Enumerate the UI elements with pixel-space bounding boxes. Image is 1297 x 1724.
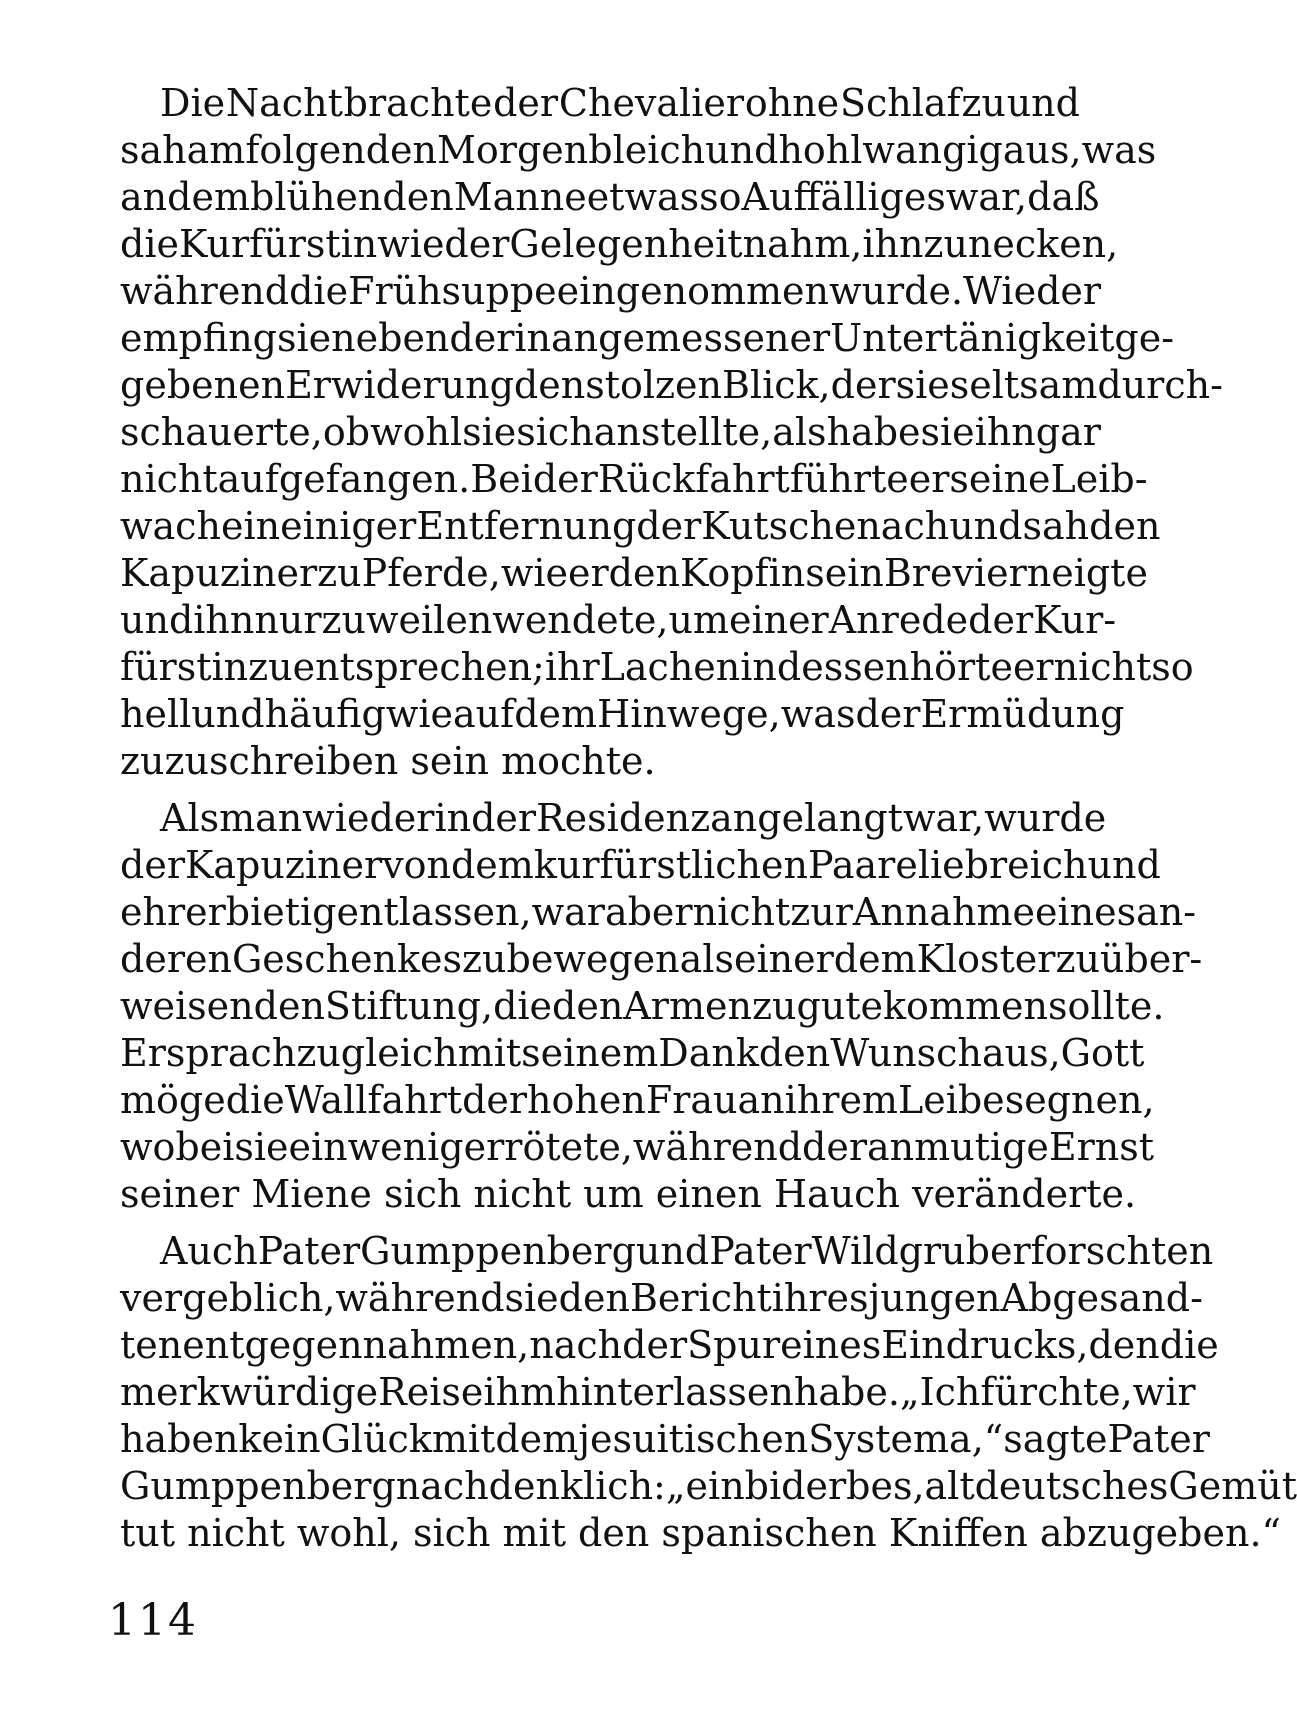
word: merkwürdige (120, 1370, 379, 1414)
word: möge (120, 1078, 226, 1122)
word: führte (789, 457, 909, 501)
word: eingenommen (556, 269, 829, 313)
word: ihm (483, 1370, 557, 1414)
word: über- (1099, 937, 1203, 981)
word: wendete, (492, 598, 669, 642)
word: der (471, 796, 537, 840)
text-line (120, 1369, 1196, 1416)
word: die (120, 222, 179, 266)
word: hörte (909, 645, 1013, 689)
word: und (1087, 843, 1161, 887)
text-line: tut nicht wohl, sich mit den spanischen Kniffen abzugeben.“ (120, 1511, 1281, 1555)
word: aufgefangen. (217, 457, 471, 501)
word: Abgesand- (1000, 1276, 1203, 1320)
word: entgegennahmen, (182, 1323, 530, 1367)
word: ihn (974, 410, 1036, 454)
word: Annahme (852, 890, 1035, 934)
paragraph-gap (120, 1218, 1080, 1228)
word: wurde (984, 796, 1107, 840)
word: was (1081, 128, 1157, 172)
word: der (802, 1125, 868, 1169)
word: in (514, 316, 552, 360)
word: Gott (1060, 1031, 1145, 1075)
text-line (120, 127, 1157, 174)
word: der (830, 363, 896, 407)
word: jungen (868, 1276, 1001, 1320)
word: nur (254, 598, 322, 642)
word: sein (805, 551, 884, 595)
word: anstellte, (593, 410, 773, 454)
word: zuweilen (321, 598, 493, 642)
word: Reise (378, 1370, 484, 1414)
word: weisenden (120, 984, 325, 1028)
word: errötete, (463, 1125, 633, 1169)
text-line (120, 362, 1223, 409)
word: nach (856, 504, 950, 548)
word: Armen (623, 984, 752, 1028)
word: der (968, 598, 1034, 642)
word: Schlaf (839, 81, 961, 125)
word: hohen (527, 1078, 646, 1122)
word: zu (923, 222, 968, 266)
word: wie (385, 692, 454, 736)
word: sie (277, 316, 332, 360)
word: Morgen (437, 128, 589, 172)
word: haben (120, 1417, 239, 1461)
word: Hinwege, (597, 692, 781, 736)
word: so (699, 175, 742, 219)
word: ihrem (784, 1078, 898, 1122)
word: häufig (264, 692, 386, 736)
word: sie (895, 363, 950, 407)
word: Frühsuppe (348, 269, 557, 313)
word: Pferde, (361, 551, 501, 595)
word: am (186, 128, 246, 172)
word: seltsam (949, 363, 1098, 407)
word: der (462, 1078, 528, 1122)
text-line (120, 80, 1080, 127)
word: er (1012, 645, 1054, 689)
word: die (493, 984, 553, 1028)
word: obwohl (322, 410, 463, 454)
word: der (493, 81, 559, 125)
text-line (120, 842, 1161, 889)
word: nicht (692, 890, 791, 934)
word: und (705, 128, 779, 172)
word: sie (462, 410, 517, 454)
word: sah (1022, 504, 1090, 548)
word: kurfürstlichen (533, 843, 808, 887)
word: den (558, 1276, 630, 1320)
word: er (568, 551, 609, 595)
word: sich (516, 410, 594, 454)
text-line (120, 1030, 1145, 1077)
word: sie (504, 1276, 559, 1320)
word: der (622, 1323, 688, 1367)
word: gar (1035, 410, 1101, 454)
word: Kapuziner (120, 551, 318, 595)
word: nachdenklich: (395, 1464, 666, 1508)
word: wie (500, 551, 569, 595)
word: Auch (160, 1229, 258, 1273)
word: „Ich (899, 1370, 981, 1414)
word: forschten (1030, 1229, 1214, 1273)
word: Wieder (963, 269, 1102, 313)
text-line (120, 409, 1101, 456)
word: Gumppenberg (360, 1229, 636, 1273)
text-line: seiner Miene sich nicht um einen Hauch veränderte. (120, 1172, 1137, 1216)
word: dem (167, 175, 250, 219)
word: Bei (470, 457, 533, 501)
word: wache (120, 504, 244, 548)
text-line (120, 983, 1165, 1030)
text-line (120, 795, 1107, 842)
word: sagte (1003, 1417, 1108, 1461)
word: ge- (1114, 316, 1175, 360)
word: Frau (645, 1078, 738, 1122)
word: und (120, 598, 194, 642)
word: den (758, 1031, 831, 1075)
word: der (120, 843, 185, 887)
word: anmutige (867, 1125, 1049, 1169)
text-line (120, 1416, 1210, 1463)
word: in (434, 796, 472, 840)
word: Spur (687, 1323, 781, 1367)
word: Stiftung, (324, 984, 494, 1028)
word: Er (120, 1031, 166, 1075)
word: war, (902, 796, 985, 840)
word: dem (450, 843, 534, 887)
word: sie (920, 410, 975, 454)
word: zu (248, 645, 293, 689)
word: zu (317, 551, 362, 595)
word: Dank (658, 1031, 759, 1075)
word: ein (288, 1125, 348, 1169)
word: vergeblich, (120, 1276, 336, 1320)
word: nach (529, 1323, 623, 1367)
word: Pater (709, 1229, 812, 1273)
word: Glück (320, 1417, 432, 1461)
word: ihr (544, 645, 600, 689)
word: dem (495, 1417, 579, 1461)
word: die (225, 1078, 285, 1122)
word: einer (733, 937, 834, 981)
word: um (668, 598, 729, 642)
word: habe (826, 410, 921, 454)
word: den (1088, 1323, 1160, 1367)
word: etwas (586, 175, 700, 219)
word: an (120, 175, 168, 219)
text-line: zuzuschreiben sein mochte. (120, 739, 656, 783)
text-line (120, 889, 1197, 936)
word: blühenden (250, 175, 454, 219)
word: stolzen (585, 363, 722, 407)
word: Gumppenberg (120, 1464, 396, 1508)
word: jesuitischen (578, 1417, 809, 1461)
word: wenig (347, 1125, 464, 1169)
word: zugleich (296, 1031, 458, 1075)
word: die (289, 269, 349, 313)
word: sollte. (1047, 984, 1165, 1028)
text-line (120, 1077, 1155, 1124)
text-line (120, 936, 1203, 983)
word: mit (431, 1417, 496, 1461)
word: von (382, 843, 451, 887)
word: Gemüt (1168, 1464, 1297, 1508)
word: zu (462, 937, 507, 981)
word: Leibe (897, 1078, 1005, 1122)
word: eines (780, 1323, 882, 1367)
word: zu (961, 81, 1006, 125)
word: biderbes, (744, 1464, 925, 1508)
word: angelangt (710, 796, 903, 840)
word: er (908, 457, 950, 501)
word: Leib- (1050, 457, 1148, 501)
word: Erwiderung (285, 363, 514, 407)
word: Als (160, 796, 220, 840)
word: und (191, 692, 265, 736)
word: eines (1034, 890, 1137, 934)
word: Entfernung (416, 504, 637, 548)
word: Gelegenheit (509, 222, 743, 266)
word: mit (457, 1031, 522, 1075)
word: Manne (453, 175, 587, 219)
word: wieder (377, 222, 510, 266)
word: Paare (808, 843, 918, 887)
word: in (243, 504, 281, 548)
word: so (1151, 645, 1194, 689)
text-line (120, 644, 1194, 691)
word: hell (120, 692, 192, 736)
text-line (120, 691, 1125, 738)
paragraph-gap (120, 785, 1080, 795)
word: necken, (967, 222, 1119, 266)
word: schauerte, (120, 410, 323, 454)
word: Die (160, 81, 226, 125)
word: ihn (862, 222, 924, 266)
word: war, (945, 175, 1028, 219)
word: neben (331, 316, 450, 360)
word: Kapuziner (184, 843, 383, 887)
word: den (1089, 504, 1161, 548)
word: kein (238, 1417, 321, 1461)
word: Kurfürstin (178, 222, 378, 266)
word: man (219, 796, 303, 840)
page-number: 114 (108, 1595, 198, 1646)
text-line (120, 1275, 1203, 1322)
text-line (120, 550, 1148, 597)
word: Kutsche (701, 504, 857, 548)
word: während (120, 269, 290, 313)
word: Lachen (599, 645, 741, 689)
word: bleich (588, 128, 706, 172)
word: neigte (1026, 551, 1148, 595)
word: Geschenkes (231, 937, 463, 981)
text-line (120, 597, 1117, 644)
text-line (120, 1463, 1297, 1510)
word: auf (453, 692, 515, 736)
word: zur (790, 890, 853, 934)
word: indessen (740, 645, 910, 689)
word: einer (728, 598, 829, 642)
word: und (949, 504, 1023, 548)
word: liebreich (917, 843, 1088, 887)
word: als (772, 410, 827, 454)
paragraph (120, 1228, 1297, 1557)
word: ehrerbietig (120, 890, 337, 934)
word: altdeutsches (924, 1464, 1169, 1508)
word: der (855, 692, 921, 736)
word: wieder (302, 796, 435, 840)
text-line (120, 1228, 1214, 1275)
word: und (635, 1229, 710, 1273)
text-line (120, 315, 1175, 362)
word: sprach (165, 1031, 297, 1075)
word: nicht (120, 457, 218, 501)
text-line (120, 221, 1119, 268)
word: während (632, 1125, 803, 1169)
word: Bericht (629, 1276, 772, 1320)
word: dem (514, 692, 598, 736)
body-text (120, 80, 1297, 1557)
word: Pater (1107, 1417, 1210, 1461)
word: Kloster (916, 937, 1056, 981)
word: hohlwangig (778, 128, 1003, 172)
word: segnen, (1004, 1078, 1155, 1122)
word: fürchte, (980, 1370, 1133, 1414)
text-line (120, 456, 1148, 503)
word: sah (120, 128, 187, 172)
word: einiger (280, 504, 417, 548)
word: Anrede (828, 598, 969, 642)
paragraph (120, 80, 1223, 785)
word: brachte (343, 81, 493, 125)
word: an (737, 1078, 785, 1122)
word: sie (234, 1125, 289, 1169)
word: aus, (1002, 128, 1082, 172)
word: aus, (981, 1031, 1061, 1075)
text-line (120, 1322, 1219, 1369)
word: wir (1132, 1370, 1196, 1414)
word: Chevalier (558, 81, 745, 125)
word: Kur- (1033, 598, 1117, 642)
word: den (513, 363, 586, 407)
word: war (531, 890, 605, 934)
paragraph (120, 795, 1203, 1218)
word: was (780, 692, 856, 736)
word: Rückfahrt (597, 457, 790, 501)
word: nahm, (742, 222, 863, 266)
word: seine (949, 457, 1051, 501)
word: Eindrucks, (881, 1323, 1089, 1367)
word: während (335, 1276, 505, 1320)
word: Nacht (225, 81, 343, 125)
word: Wunsch (830, 1031, 982, 1075)
word: Wallfahrt (284, 1078, 463, 1122)
word: nicht (1053, 645, 1152, 689)
word: Kopf (679, 551, 769, 595)
text-line (120, 268, 1102, 315)
word: Brevier (883, 551, 1027, 595)
word: entlassen, (336, 890, 532, 934)
word: gebenen (120, 363, 286, 407)
word: Pater (257, 1229, 361, 1273)
word: wobei (120, 1125, 235, 1169)
word: die (1159, 1323, 1219, 1367)
word: ihn (193, 598, 255, 642)
word: dem (833, 937, 917, 981)
word: Residenz (536, 796, 711, 840)
word: Ernst (1048, 1125, 1155, 1169)
word: den (608, 551, 680, 595)
word: aber (604, 890, 693, 934)
word: wurde. (828, 269, 964, 313)
word: ihres (771, 1276, 869, 1320)
word: Blick, (722, 363, 831, 407)
word: in (768, 551, 806, 595)
word: zugutekommen (751, 984, 1048, 1028)
word: ten (120, 1323, 183, 1367)
word: „ein (665, 1464, 745, 1508)
word: der (449, 316, 515, 360)
word: bewegen (506, 937, 680, 981)
word: hinterlassen (556, 1370, 794, 1414)
word: deren (120, 937, 232, 981)
word: fürstin (120, 645, 249, 689)
word: habe. (793, 1370, 900, 1414)
word: seinem (521, 1031, 659, 1075)
word: als (679, 937, 734, 981)
word: Auffälliges (741, 175, 946, 219)
word: zu (1055, 937, 1100, 981)
text-line (120, 1124, 1155, 1171)
word: Untertänigkeit (830, 316, 1115, 360)
word: ohne (744, 81, 840, 125)
word: an- (1136, 890, 1197, 934)
word: daß (1027, 175, 1100, 219)
word: der (636, 504, 702, 548)
text-line (120, 174, 1100, 221)
word: Systema,“ (808, 1417, 1004, 1461)
text-line (120, 503, 1161, 550)
word: folgenden (245, 128, 438, 172)
word: entsprechen; (292, 645, 545, 689)
word: durch- (1097, 363, 1223, 407)
word: Wildgruber (811, 1229, 1031, 1273)
word: der (532, 457, 598, 501)
word: empfing (120, 316, 277, 360)
word: angemessener (551, 316, 831, 360)
word: und (1006, 81, 1080, 125)
word: Ermüdung (920, 692, 1125, 736)
word: den (552, 984, 624, 1028)
